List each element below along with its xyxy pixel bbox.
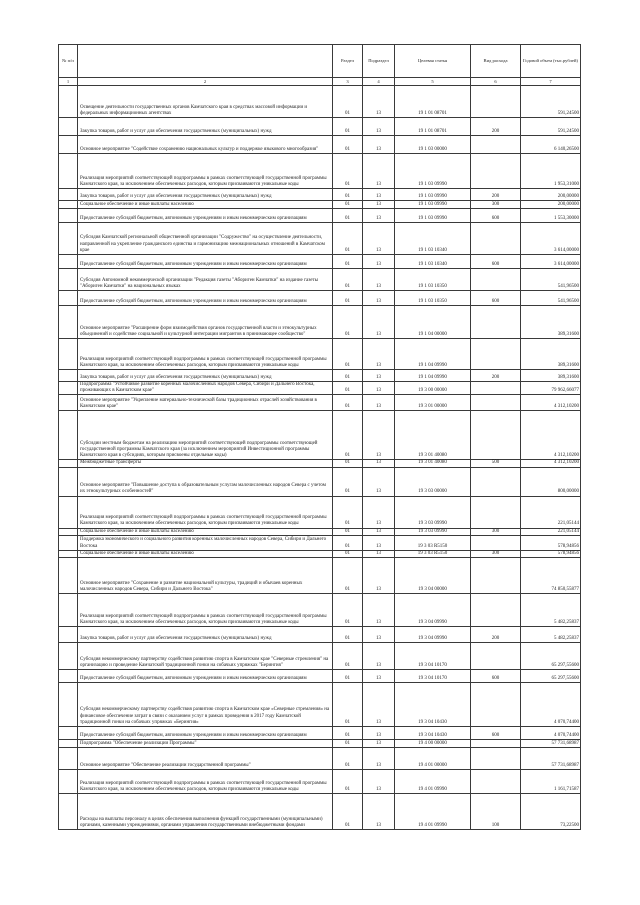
row-expense-type: 600 [471, 255, 521, 269]
row-razdel: 01 [333, 550, 363, 557]
row-expense-type [471, 411, 521, 460]
column-number: 2 [78, 78, 333, 86]
row-name: Основное мероприятие "Повышение доступа к образовательным услугам малочисленных народов Севера с учетом их этнокультурных особенностей" [78, 467, 333, 496]
table-row [59, 154, 581, 189]
row-expense-type: 200 [471, 627, 521, 643]
row-amount: 221,05144 [521, 528, 581, 535]
row-target-article: 19 3 03 R5150 [395, 535, 471, 550]
table-row [59, 528, 581, 535]
row-name: Субсидия некоммерческому партнерству содействия развитию спорта в Камчатском крае «Северные стремления» на финансовое обеспечение затрат в связи с оказанием услуг в рамках проведения в 2017 году Камчатской традиционной гонки на собачьих упряжках «Берингия» [78, 683, 333, 727]
table-row [59, 382, 581, 395]
row-amount: 74 850,55877 [521, 558, 581, 594]
row-amount: 57 731,68987 [521, 748, 581, 770]
row-podrazdel: 13 [363, 627, 395, 643]
row-expense-type: 600 [471, 727, 521, 740]
row-razdel: 01 [333, 411, 363, 460]
row-name: Субсидия некоммерческому партнерству содействия развитию спорта в Камчатском крае "Северные стремления" на организацию и проведение Камчатской традиционной гонки на собачьих упряжках "Берингия" [78, 643, 333, 670]
row-target-article: 19 4 00 00000 [395, 740, 471, 748]
row-num-cell [59, 558, 78, 594]
row-expense-type [471, 339, 521, 370]
table-row [59, 794, 581, 830]
row-podrazdel: 13 [363, 411, 395, 460]
row-razdel: 01 [333, 770, 363, 794]
table-row [59, 255, 581, 269]
row-razdel: 01 [333, 794, 363, 830]
row-num-cell [59, 748, 78, 770]
row-name: Освещение деятельности государственных органов Камчатского края в средствах массовой информации и федеральных информационных агентствах [78, 86, 333, 118]
row-name: Субсидии местным бюджетам на реализацию мероприятий соответствующей подпрограммы соответствующей государственной программы Камчатского края (за исключением мероприятий Инвестиционной программы Камчатского края в субсидиях, которым присвоены отдельные коды) [78, 411, 333, 460]
row-podrazdel: 13 [363, 291, 395, 306]
row-name: Предоставление субсидий бюджетным, автономным учреждениям и иным некоммерческим организациям [78, 209, 333, 223]
row-podrazdel: 13 [363, 269, 395, 291]
row-podrazdel: 13 [363, 136, 395, 154]
row-name: Закупка товаров, работ и услуг для обеспечения государственных (муниципальных) нужд [78, 627, 333, 643]
row-podrazdel: 13 [363, 528, 395, 535]
row-podrazdel: 13 [363, 255, 395, 269]
row-target-article: 19 1 03 09990 [395, 209, 471, 223]
column-number: 1 [59, 78, 78, 86]
row-name: Реализация мероприятий соответствующей подпрограммы в рамках соответствующей государственной программы Камчатского края, за исключением обеспеченных расходов, которым присваиваются уникальные коды [78, 154, 333, 189]
row-expense-type [471, 643, 521, 670]
row-num-cell [59, 496, 78, 528]
row-target-article: 19 1 03 10340 [395, 223, 471, 255]
row-num-cell [59, 209, 78, 223]
row-num-cell [59, 86, 78, 118]
column-number: 4 [363, 78, 395, 86]
row-num-cell [59, 770, 78, 794]
row-num-cell [59, 594, 78, 627]
row-num-cell [59, 395, 78, 411]
row-razdel: 01 [333, 201, 363, 209]
row-name: Основное мероприятие "Сохранение и развитие национальной культуры, традиций и обычаев коренных малочисленных народов Севера, Сибири и Дальнего Востока" [78, 558, 333, 594]
row-target-article: 19 3 03 09990 [395, 528, 471, 535]
row-razdel: 01 [333, 154, 363, 189]
table-row [59, 550, 581, 557]
row-podrazdel: 13 [363, 683, 395, 727]
row-razdel: 01 [333, 594, 363, 627]
header-expense-type: Вид расхода [471, 45, 521, 78]
row-amount: 79 962,66077 [521, 382, 581, 395]
row-name: Социальное обеспечение и иные выплаты населению [78, 550, 333, 557]
row-target-article: 19 4 01 09990 [395, 794, 471, 830]
row-num-cell [59, 339, 78, 370]
row-podrazdel: 13 [363, 223, 395, 255]
row-expense-type [471, 382, 521, 395]
row-podrazdel: 13 [363, 748, 395, 770]
row-podrazdel: 13 [363, 201, 395, 209]
row-razdel: 01 [333, 382, 363, 395]
table-row [59, 223, 581, 255]
row-podrazdel: 13 [363, 727, 395, 740]
row-razdel: 01 [333, 118, 363, 136]
row-amount: 221,05144 [521, 496, 581, 528]
row-amount: 4 070,74400 [521, 683, 581, 727]
row-razdel: 01 [333, 528, 363, 535]
row-target-article: 19 3 04 10170 [395, 670, 471, 683]
row-amount: 5 482,25837 [521, 627, 581, 643]
row-target-article: 19 1 01 08701 [395, 118, 471, 136]
row-target-article: 19 3 03 R5150 [395, 550, 471, 557]
table-row [59, 136, 581, 154]
row-num-cell [59, 136, 78, 154]
row-target-article: 19 3 04 00000 [395, 558, 471, 594]
table-row [59, 627, 581, 643]
row-razdel: 01 [333, 670, 363, 683]
row-target-article: 19 1 04 00000 [395, 306, 471, 339]
row-razdel: 01 [333, 740, 363, 748]
row-razdel: 01 [333, 467, 363, 496]
row-expense-type: 200 [471, 370, 521, 382]
row-expense-type [471, 395, 521, 411]
row-razdel: 01 [333, 209, 363, 223]
row-amount: 1 161,71587 [521, 770, 581, 794]
row-name: Реализация мероприятий соответствующей подпрограммы в рамках соответствующей государственной программы Камчатского края, за исключением обеспеченных расходов, которым присваиваются уникальные коды [78, 496, 333, 528]
table-row [59, 370, 581, 382]
row-name: Основное мероприятие "Содействие сохранению национальных культур и поддержке языкового многообразия" [78, 136, 333, 154]
row-expense-type: 600 [471, 670, 521, 683]
row-podrazdel: 13 [363, 670, 395, 683]
row-razdel: 01 [333, 306, 363, 339]
row-num-cell [59, 291, 78, 306]
row-podrazdel: 13 [363, 550, 395, 557]
row-razdel: 01 [333, 86, 363, 118]
row-target-article: 19 4 01 09990 [395, 770, 471, 794]
header-razdel: Раздел [333, 45, 363, 78]
row-podrazdel: 13 [363, 382, 395, 395]
row-name: Субсидия Камчатской региональной общественной организации "Содружество" на осуществление деятельности, направленной на укрепление гражданского единства и гармонизацию межнациональных отношений в Камчатском крае [78, 223, 333, 255]
row-amount: 65 297,55600 [521, 670, 581, 683]
row-name: Реализация мероприятий соответствующей подпрограммы в рамках соответствующей государственной программы Камчатского края, за исключением обеспеченных расходов, которым присваиваются уникальные коды [78, 339, 333, 370]
row-name: Расходы на выплаты персоналу в целях обеспечения выполнения функций государственными (муниципальными) органами, казенными учреждениями, органами управления государственными внебюджетными фондами [78, 794, 333, 830]
table-row [59, 460, 581, 467]
row-expense-type: 300 [471, 201, 521, 209]
row-num-cell [59, 467, 78, 496]
row-name: Социальное обеспечение и иные выплаты населению [78, 528, 333, 535]
table-row [59, 339, 581, 370]
header-target-article: Целевая статья [395, 45, 471, 78]
row-name: Межбюджетные трансферты [78, 460, 333, 467]
row-amount: 541,96500 [521, 269, 581, 291]
row-podrazdel: 13 [363, 189, 395, 201]
row-name: Основное мероприятие "Расширение форм взаимодействия органов государственной власти и этнокультурных объединений и содействие социальной и культурной интеграции мигрантов в принимающее сообщество" [78, 306, 333, 339]
row-podrazdel: 13 [363, 496, 395, 528]
table-row [59, 496, 581, 528]
row-target-article: 19 3 04 09990 [395, 627, 471, 643]
row-num-cell [59, 255, 78, 269]
row-razdel: 01 [333, 395, 363, 411]
column-number: 3 [333, 78, 363, 86]
row-num-cell [59, 154, 78, 189]
row-expense-type [471, 223, 521, 255]
row-podrazdel: 13 [363, 794, 395, 830]
row-num-cell [59, 794, 78, 830]
row-target-article: 19 3 04 10170 [395, 643, 471, 670]
table-row [59, 201, 581, 209]
row-target-article: 19 3 04 10430 [395, 683, 471, 727]
row-num-cell [59, 118, 78, 136]
table-row [59, 558, 581, 594]
row-target-article: 19 1 03 09990 [395, 154, 471, 189]
row-podrazdel: 13 [363, 86, 395, 118]
row-target-article: 19 3 01 00000 [395, 395, 471, 411]
row-target-article: 19 4 01 00000 [395, 748, 471, 770]
budget-table [58, 44, 581, 830]
row-num-cell [59, 306, 78, 339]
row-podrazdel: 13 [363, 770, 395, 794]
row-podrazdel: 13 [363, 740, 395, 748]
row-expense-type [471, 136, 521, 154]
row-razdel: 01 [333, 370, 363, 382]
row-target-article: 19 3 03 00000 [395, 467, 471, 496]
table-row [59, 683, 581, 727]
row-num-cell [59, 460, 78, 467]
table-row [59, 118, 581, 136]
row-name: Закупка товаров, работ и услуг для обеспечения государственных (муниципальных) нужд [78, 118, 333, 136]
row-num-cell [59, 269, 78, 291]
row-num-cell [59, 535, 78, 550]
row-expense-type [471, 683, 521, 727]
table-row [59, 269, 581, 291]
row-expense-type [471, 467, 521, 496]
column-number: 5 [395, 78, 471, 86]
table-row [59, 395, 581, 411]
row-target-article: 19 3 03 09990 [395, 496, 471, 528]
row-expense-type [471, 535, 521, 550]
row-amount: 65 297,55600 [521, 643, 581, 670]
row-name: Предоставление субсидий бюджетным, автономным учреждениям и иным некоммерческим организациям [78, 670, 333, 683]
row-target-article: 19 3 00 00000 [395, 382, 471, 395]
row-num-cell [59, 740, 78, 748]
header-name [78, 45, 333, 78]
row-name: Предоставление субсидий бюджетным, автономным учреждениям и иным некоммерческим организациям [78, 291, 333, 306]
row-amount: 57 731,68987 [521, 740, 581, 748]
table-row [59, 306, 581, 339]
row-target-article: 19 1 03 09990 [395, 201, 471, 209]
row-amount: 4 312,10200 [521, 411, 581, 460]
row-num-cell [59, 550, 78, 557]
row-name: Закупка товаров, работ и услуг для обеспечения государственных (муниципальных) нужд [78, 189, 333, 201]
row-target-article: 19 1 03 00000 [395, 136, 471, 154]
row-podrazdel: 13 [363, 467, 395, 496]
row-amount: 200,00000 [521, 189, 581, 201]
row-expense-type: 600 [471, 209, 521, 223]
row-name: Субсидия Автономной некоммерческой организации "Редакция газеты "Абориген Камчатки" на издание газеты "Абориген Камчатки" на национальных языках [78, 269, 333, 291]
row-razdel: 01 [333, 269, 363, 291]
row-expense-type: 300 [471, 528, 521, 535]
row-target-article: 19 1 04 09990 [395, 370, 471, 382]
header-podrazdel: Подраздел [363, 45, 395, 78]
row-name: Основное мероприятие "Укрепление материально-технической базы традиционных отраслей хозяйствования в Камчатском крае" [78, 395, 333, 411]
row-num-cell [59, 727, 78, 740]
row-amount: 541,96500 [521, 291, 581, 306]
table-row [59, 643, 581, 670]
table-row [59, 467, 581, 496]
row-podrazdel: 13 [363, 118, 395, 136]
row-podrazdel: 13 [363, 339, 395, 370]
row-name: Закупка товаров, работ и услуг для обеспечения государственных (муниципальных) нужд [78, 370, 333, 382]
row-num-cell [59, 683, 78, 727]
column-number-row [59, 78, 581, 86]
row-expense-type [471, 306, 521, 339]
row-expense-type: 200 [471, 118, 521, 136]
row-target-article: 19 1 03 10340 [395, 255, 471, 269]
row-amount: 3 614,00000 [521, 255, 581, 269]
row-razdel: 01 [333, 535, 363, 550]
row-podrazdel: 13 [363, 460, 395, 467]
row-razdel: 01 [333, 339, 363, 370]
row-target-article: 19 3 04 09990 [395, 594, 471, 627]
row-target-article: 19 3 04 10430 [395, 727, 471, 740]
row-expense-type [471, 740, 521, 748]
row-target-article: 19 1 04 09990 [395, 339, 471, 370]
row-target-article: 19 1 03 10350 [395, 269, 471, 291]
row-razdel: 01 [333, 643, 363, 670]
row-expense-type [471, 496, 521, 528]
row-expense-type [471, 269, 521, 291]
row-amount: 591,24500 [521, 118, 581, 136]
row-num-cell [59, 643, 78, 670]
row-name: Реализация мероприятий соответствующей подпрограммы в рамках соответствующей государственной программы Камчатского края, за исключением обеспеченных расходов, которым присваиваются уникальные коды [78, 770, 333, 794]
row-name: Основное мероприятие "Обеспечение реализации государственной программы" [78, 748, 333, 770]
header-num: № п/п [59, 45, 78, 78]
row-num-cell [59, 627, 78, 643]
row-podrazdel: 13 [363, 395, 395, 411]
table-row [59, 740, 581, 748]
column-number: 7 [521, 78, 581, 86]
table-row [59, 291, 581, 306]
row-amount: 591,24500 [521, 86, 581, 118]
row-amount: 1 553,30000 [521, 209, 581, 223]
row-amount: 4 312,10200 [521, 460, 581, 467]
row-name: Социальное обеспечение и иные выплаты населению [78, 201, 333, 209]
row-num-cell [59, 382, 78, 395]
row-amount: 389,31600 [521, 339, 581, 370]
row-razdel: 01 [333, 223, 363, 255]
row-podrazdel: 13 [363, 154, 395, 189]
row-podrazdel: 13 [363, 643, 395, 670]
row-amount: 4 070,74400 [521, 727, 581, 740]
row-num-cell [59, 670, 78, 683]
row-razdel: 01 [333, 136, 363, 154]
row-num-cell [59, 370, 78, 382]
row-amount: 5 482,25837 [521, 594, 581, 627]
row-razdel: 01 [333, 496, 363, 528]
row-name: Подпрограмма "Устойчивое развитие коренных малочисленных народов Севера, Сибири и Дальнего Востока, проживающих в Камчатском крае" [78, 382, 333, 395]
row-num-cell [59, 189, 78, 201]
row-target-article: 19 3 01 40080 [395, 411, 471, 460]
row-num-cell [59, 411, 78, 460]
row-amount: 6 140,26500 [521, 136, 581, 154]
header-amount: Годовой объем (тыс.рублей) [521, 45, 581, 78]
row-amount: 1 953,31000 [521, 154, 581, 189]
row-expense-type [471, 770, 521, 794]
row-target-article: 19 1 01 08701 [395, 86, 471, 118]
row-amount: 800,00000 [521, 467, 581, 496]
table-row [59, 670, 581, 683]
row-target-article: 19 1 03 09990 [395, 189, 471, 201]
row-razdel: 01 [333, 748, 363, 770]
row-expense-type [471, 558, 521, 594]
row-expense-type [471, 594, 521, 627]
row-podrazdel: 13 [363, 594, 395, 627]
table-row [59, 594, 581, 627]
row-name: Реализация мероприятий соответствующей подпрограммы в рамках соответствующей государственной программы Камчатского края, за исключением обеспеченных расходов, которым присваиваются уникальные коды [78, 594, 333, 627]
row-target-article: 19 1 03 10350 [395, 291, 471, 306]
column-number: 6 [471, 78, 521, 86]
row-expense-type: 300 [471, 550, 521, 557]
table-row [59, 411, 581, 460]
row-expense-type [471, 748, 521, 770]
document-page [58, 44, 580, 830]
row-razdel: 01 [333, 460, 363, 467]
row-podrazdel: 13 [363, 370, 395, 382]
row-amount: 389,31600 [521, 306, 581, 339]
table-row [59, 209, 581, 223]
row-num-cell [59, 528, 78, 535]
row-razdel: 01 [333, 627, 363, 643]
row-num-cell [59, 201, 78, 209]
row-name: Предоставление субсидий бюджетным, автономным учреждениям и иным некоммерческим организациям [78, 255, 333, 269]
row-podrazdel: 13 [363, 535, 395, 550]
row-expense-type: 500 [471, 460, 521, 467]
row-razdel: 01 [333, 727, 363, 740]
row-amount: 200,00000 [521, 201, 581, 209]
table-row [59, 535, 581, 550]
row-expense-type [471, 154, 521, 189]
table-row [59, 770, 581, 794]
row-razdel: 01 [333, 683, 363, 727]
row-amount: 3 614,00000 [521, 223, 581, 255]
row-razdel: 01 [333, 255, 363, 269]
row-amount: 578,94856 [521, 535, 581, 550]
row-name: Подпрограмма "Обеспечение реализации Программы" [78, 740, 333, 748]
row-num-cell [59, 223, 78, 255]
row-razdel: 01 [333, 189, 363, 201]
row-expense-type: 600 [471, 291, 521, 306]
row-razdel: 01 [333, 558, 363, 594]
row-expense-type: 100 [471, 794, 521, 830]
row-name: Поддержка экономического и социального развития коренных малочисленных народов Севера, Сибири и Дальнего Востока [78, 535, 333, 550]
row-target-article: 19 3 01 40080 [395, 460, 471, 467]
row-name: Предоставление субсидий бюджетным, автономным учреждениям и иным некоммерческим организациям [78, 727, 333, 740]
row-expense-type [471, 86, 521, 118]
row-podrazdel: 13 [363, 558, 395, 594]
row-amount: 578,94856 [521, 550, 581, 557]
row-amount: 4 312,10200 [521, 395, 581, 411]
table-row [59, 727, 581, 740]
row-amount: 73,22500 [521, 794, 581, 830]
row-podrazdel: 13 [363, 306, 395, 339]
row-amount: 389,31600 [521, 370, 581, 382]
table-header-row [59, 45, 581, 78]
row-razdel: 01 [333, 291, 363, 306]
table-row [59, 86, 581, 118]
table-row [59, 189, 581, 201]
row-podrazdel: 13 [363, 209, 395, 223]
row-expense-type: 200 [471, 189, 521, 201]
table-row [59, 748, 581, 770]
